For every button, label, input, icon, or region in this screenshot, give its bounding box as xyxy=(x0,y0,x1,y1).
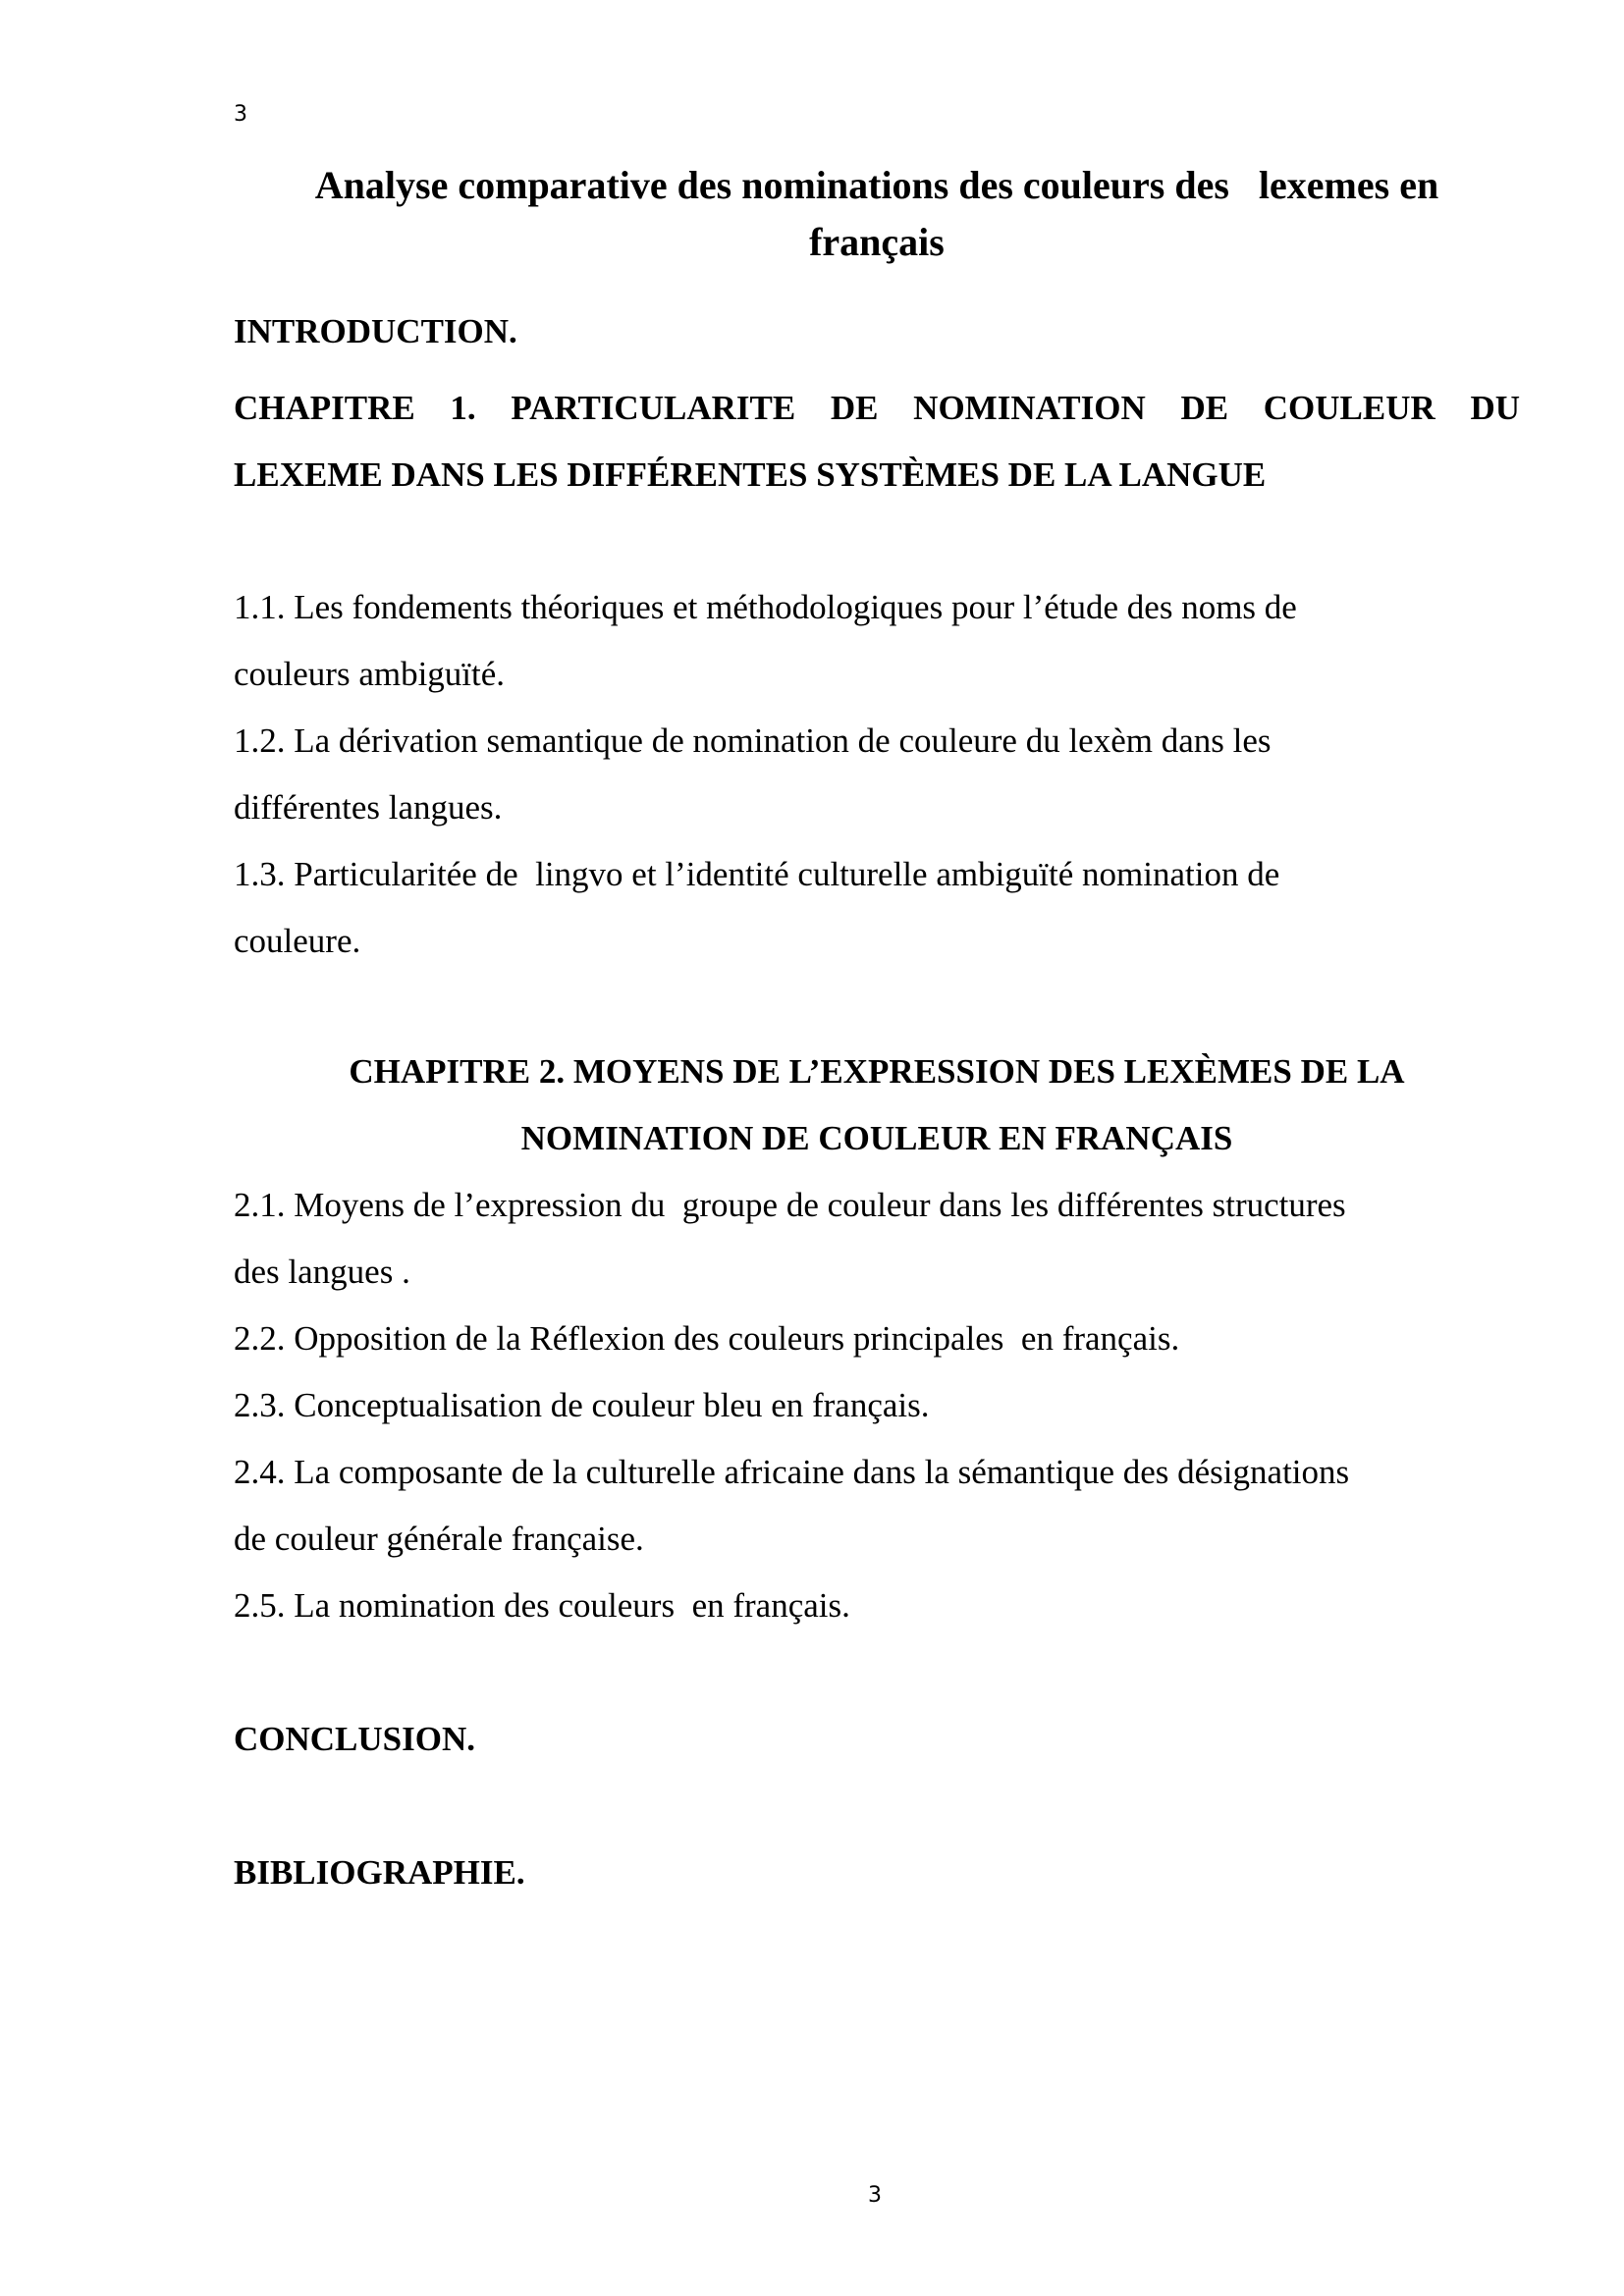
toc-section-2-2 xyxy=(234,1306,1520,1372)
toc-section-2-1-line-2: des langues . xyxy=(234,1253,410,1291)
toc-section-1-2 xyxy=(234,708,1520,841)
toc-section-1-3 xyxy=(234,841,1520,975)
chapter-1-section-list xyxy=(234,574,1520,975)
chapter-2-heading xyxy=(234,1039,1520,1172)
toc-section-1-1 xyxy=(234,574,1520,708)
toc-section-2-1 xyxy=(234,1172,1520,1306)
toc-introduction: INTRODUCTION. xyxy=(234,312,517,350)
toc-section-2-2-line-1: 2.2. Opposition de la Réflexion des couleurs principales en français. xyxy=(234,1319,1180,1358)
toc-section-1-2-line-1: 1.2. La dérivation semantique de nomination de couleure du lexèm dans les xyxy=(234,721,1272,760)
toc-section-2-3-line-1: 2.3. Conceptualisation de couleur bleu en français. xyxy=(234,1386,930,1424)
toc-section-2-4-line-2: de couleur générale française. xyxy=(234,1520,644,1558)
toc-section-2-4-line-1: 2.4. La composante de la culturelle africaine dans la sémantique des désignations xyxy=(234,1453,1350,1491)
toc-section-1-1-line-2: couleurs ambiguïté. xyxy=(234,655,506,693)
toc-section-2-5 xyxy=(234,1573,1520,1639)
toc-section-2-3 xyxy=(234,1372,1520,1439)
chapter-1-heading xyxy=(234,375,1520,508)
document-title xyxy=(234,157,1520,271)
toc-section-1-2-line-2: différentes langues. xyxy=(234,788,503,827)
toc-section-2-1-line-1: 2.1. Moyens de l’expression du groupe de couleur dans les différentes structures xyxy=(234,1186,1346,1224)
chapter-2-heading-line-1: CHAPITRE 2. MOYENS DE L’EXPRESSION DES LEXÈMES DE LA xyxy=(349,1052,1405,1091)
toc-section-1-3-line-2: couleure. xyxy=(234,922,361,960)
chapter-1-heading-line-1: CHAPITRE 1. PARTICULARITE DE NOMINATION DE COULEUR DU xyxy=(234,389,1520,427)
page-number-bottom: 3 xyxy=(868,2183,882,2208)
toc-conclusion: CONCLUSION. xyxy=(234,1720,476,1758)
document-title-line-1: Analyse comparative des nominations des couleurs des lexemes en xyxy=(314,163,1439,207)
toc-bibliography: BIBLIOGRAPHIE. xyxy=(234,1853,525,1892)
toc-section-1-3-line-1: 1.3. Particularitée de lingvo et l’identité culturelle ambiguïté nomination de xyxy=(234,855,1280,893)
chapter-1-heading-line-2: LEXEME DANS LES DIFFÉRENTES SYSTÈMES DE LA LANGUE xyxy=(234,455,1267,494)
chapter-2-section-list xyxy=(234,1172,1520,1639)
toc-section-2-4 xyxy=(234,1439,1520,1573)
page-number-top: 3 xyxy=(234,102,247,127)
toc-section-2-5-line-1: 2.5. La nomination des couleurs en français. xyxy=(234,1586,850,1625)
document-title-line-2: français xyxy=(809,220,945,264)
toc-section-1-1-line-1: 1.1. Les fondements théoriques et méthodologiques pour l’étude des noms de xyxy=(234,588,1297,626)
chapter-2-heading-line-2: NOMINATION DE COULEUR EN FRANÇAIS xyxy=(520,1119,1233,1157)
